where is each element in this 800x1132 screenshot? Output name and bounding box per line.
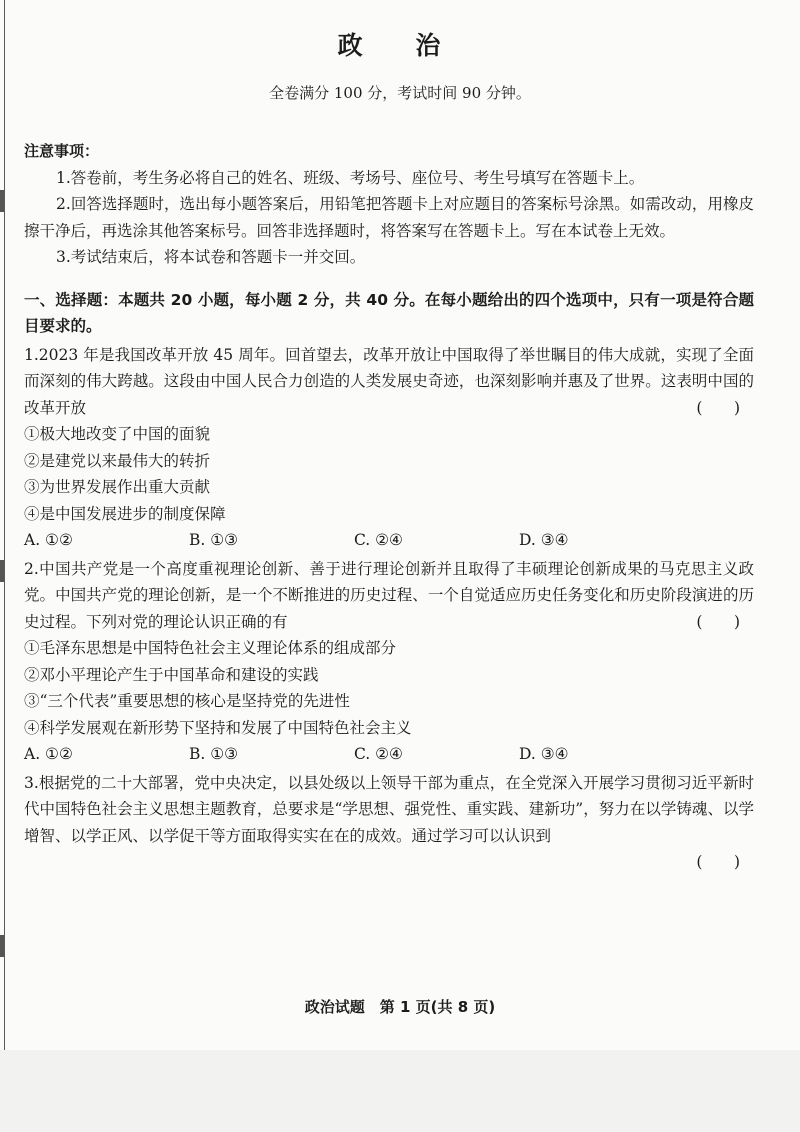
section-heading: 一、选择题：本题共 20 小题，每小题 2 分，共 40 分。在每小题给出的四个选项中，只有一项是符合题目要求的。 xyxy=(24,290,754,335)
answer-choices xyxy=(24,527,754,554)
answer-paren: ( ) xyxy=(696,853,748,871)
question-2 xyxy=(24,556,754,768)
exam-content xyxy=(24,138,754,876)
statement-option: ④是中国发展进步的制度保障 xyxy=(24,504,226,523)
choice-b: B. ①③ xyxy=(189,531,239,549)
statement-option: ④科学发展观在新形势下坚持和发展了中国特色社会主义 xyxy=(24,718,412,737)
answer-choices xyxy=(24,741,754,768)
page-title: 政 治 xyxy=(337,31,463,60)
notice-item: 3.考试结束后，将本试卷和答题卡一并交回。 xyxy=(56,248,366,266)
statement-option: ②是建党以来最伟大的转折 xyxy=(24,451,211,470)
choice-d: D. ③④ xyxy=(519,531,569,549)
exam-info: 全卷满分 100 分，考试时间 90 分钟。 xyxy=(269,84,531,102)
question-1 xyxy=(24,342,754,554)
binding-mark xyxy=(0,190,4,212)
question-stem: 1.2023 年是我国改革开放 45 周年。回首望去，改革开放让中国取得了举世瞩目的伟大成就，实现了全面而深刻的伟大跨越。这段由中国人民合力创造的人类发展史奇迹，也深刻影响并惠及了世界。这表明中国的改革开放 xyxy=(24,345,754,417)
statement-option: ①毛泽东思想是中国特色社会主义理论体系的组成部分 xyxy=(24,639,397,657)
choice-c: C. ②④ xyxy=(354,745,403,763)
answer-paren: ( ) xyxy=(696,398,748,417)
statement-option: ①极大地改变了中国的面貌 xyxy=(24,425,211,443)
statement-option: ③为世界发展作出重大贡献 xyxy=(24,478,211,496)
answer-paren: ( ) xyxy=(696,612,748,631)
notice-item: 2.回答选择题时，选出每小题答案后，用铅笔把答题卡上对应题目的答案标号涂黑。如需改动，用橡皮擦干净后，再选涂其他答案标号。回答非选择题时，将答案写在答题卡上。写在本试卷上无效。 xyxy=(24,195,754,240)
binding-line xyxy=(4,0,5,1050)
binding-mark xyxy=(0,560,4,582)
statement-option: ③“三个代表”重要思想的核心是坚持党的先进性 xyxy=(24,692,350,710)
question-3 xyxy=(24,770,754,876)
statement-option: ②邓小平理论产生于中国革命和建设的实践 xyxy=(24,665,319,684)
choice-a: A. ①② xyxy=(24,745,73,763)
page-footer: 政治试题 第 1 页(共 8 页) xyxy=(304,998,496,1016)
notice-item: 1.答卷前，考生务必将自己的姓名、班级、考场号、座位号、考生号填写在答题卡上。 xyxy=(56,168,645,187)
question-stem: 3.根据党的二十大部署，党中央决定，以县处级以上领导干部为重点，在全党深入开展学习贯彻习近平新时代中国特色社会主义思想主题教育，总要求是“学思想、强党性、重实践、建新功”，努力在以学铸魂、以学增智、以学正风、以学促干等方面取得实实在在的成效。通过学习可以认识到 xyxy=(24,773,754,845)
choice-c: C. ②④ xyxy=(354,531,403,549)
binding-mark xyxy=(0,935,4,957)
question-stem: 2.中国共产党是一个高度重视理论创新、善于进行理论创新并且取得了丰硕理论创新成果的马克思主义政党。中国共产党的理论创新，是一个不断推进的历史过程、一个自觉适应历史任务变化和历史阶段演进的历史过程。下列对党的理论认识正确的有 xyxy=(24,559,754,631)
choice-b: B. ①③ xyxy=(189,745,239,763)
choice-d: D. ③④ xyxy=(519,745,569,763)
choice-a: A. ①② xyxy=(24,531,73,549)
notice-heading: 注意事项： xyxy=(24,142,100,160)
